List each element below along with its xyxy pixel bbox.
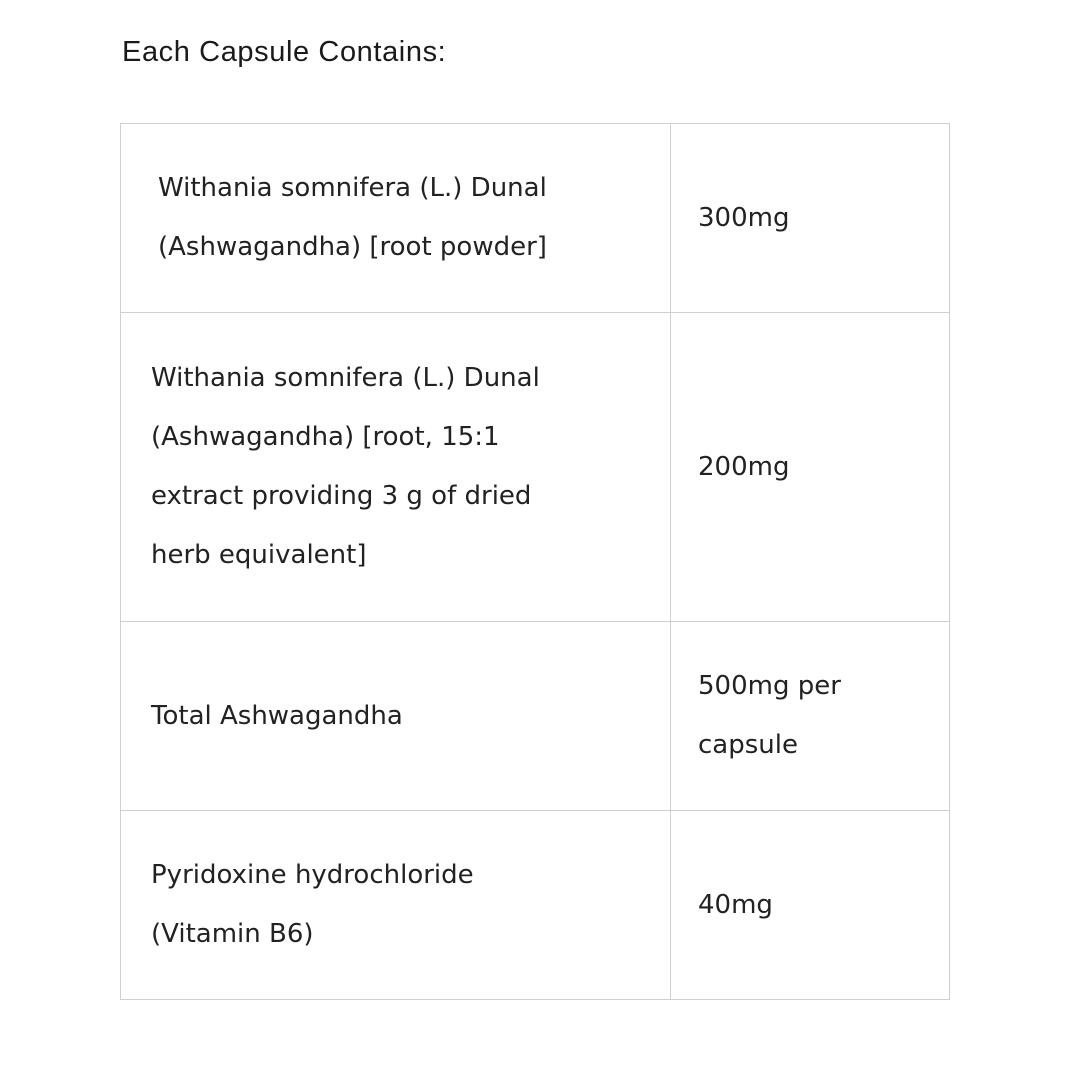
amount-cell [671, 622, 950, 811]
ingredient-amount: 300mg [698, 202, 790, 233]
ingredient-amount: 40mg [698, 889, 773, 920]
table-row [121, 811, 950, 1000]
ingredient-name: Pyridoxine hydrochloride (Vitamin B6) [151, 860, 474, 949]
amount-cell [671, 811, 950, 1000]
ingredient-cell [121, 124, 671, 313]
ingredient-cell [121, 622, 671, 811]
table-row [121, 313, 950, 622]
ingredient-name: Withania somnifera (L.) Dunal (Ashwagandha) [root, 15:1 extract providing 3 g of dried herb equivalent] [151, 363, 540, 570]
amount-cell [671, 313, 950, 622]
page-heading: Each Capsule Contains: [122, 36, 447, 68]
table-row [121, 622, 950, 811]
ingredient-cell [121, 811, 671, 1000]
ingredient-amount: 500mg per capsule [698, 671, 841, 760]
ingredients-table [120, 123, 950, 1000]
table-row [121, 124, 950, 313]
ingredient-name: Total Ashwagandha [151, 700, 403, 731]
ingredient-cell [121, 313, 671, 622]
ingredient-name: Withania somnifera (L.) Dunal (Ashwagandha) [root powder] [158, 173, 547, 262]
amount-cell [671, 124, 950, 313]
ingredient-amount: 200mg [698, 451, 790, 482]
